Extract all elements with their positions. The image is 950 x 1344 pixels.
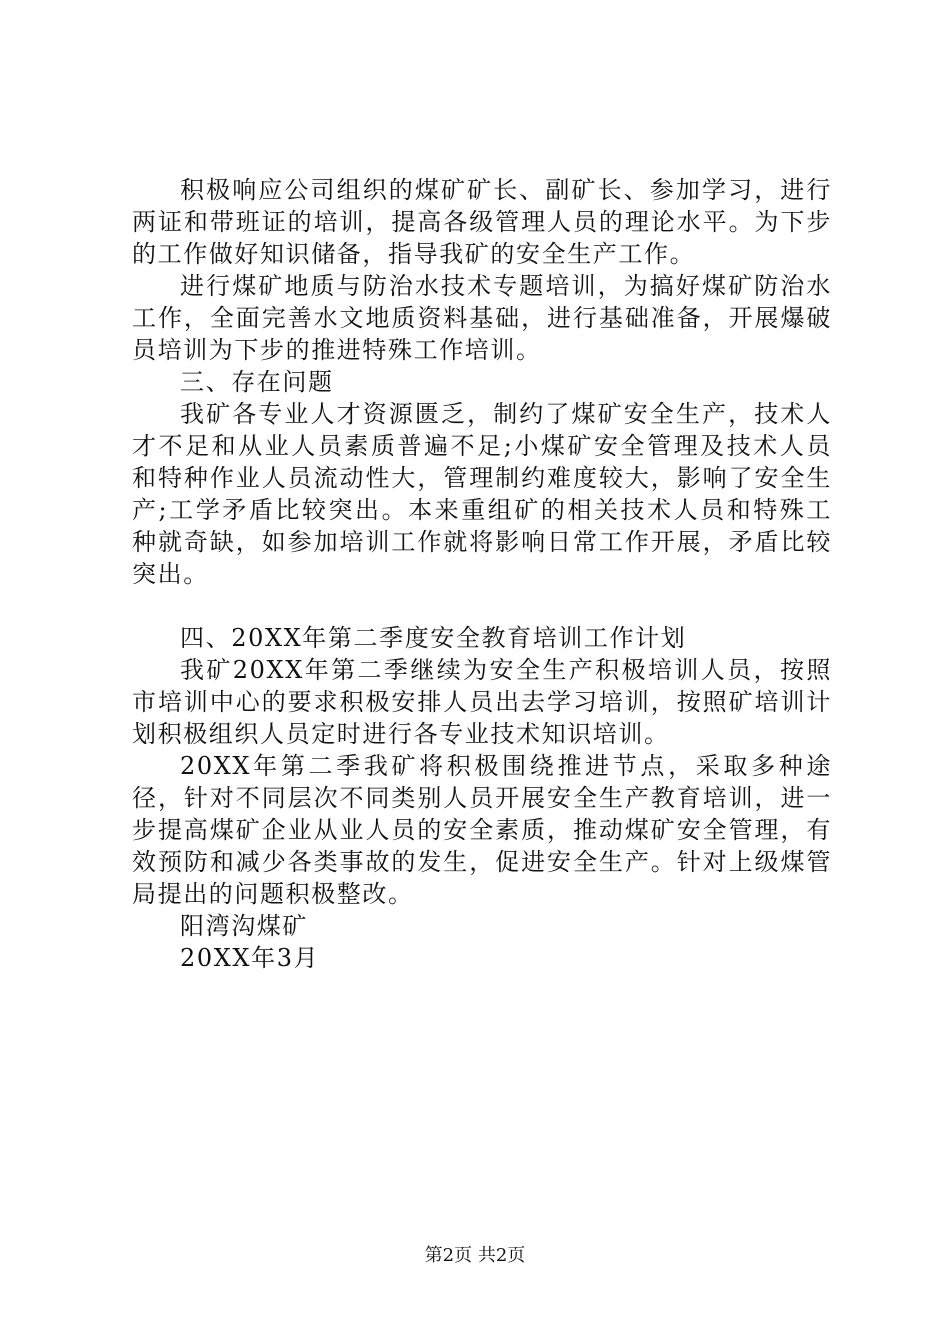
document-body <box>132 174 832 974</box>
signature-date: 20XX年3月 <box>180 944 320 972</box>
section-heading-plan: 四、20XX年第二季度安全教育培训工作计划 <box>180 624 687 652</box>
paragraph-problems: 我矿各专业人才资源匮乏，制约了煤矿安全生产，技术人才不足和从业人员素质普遍不足;小煤矿安全管理及技术人员和特种作业人员流动性大，管理制约难度较大，影响了安全生产;工学矛盾比较突出。本来重组矿的相关技术人员和特殊工种就奇缺，如参加培训工作就将影响日常工作开展，矛盾比较突出。 <box>132 400 832 588</box>
paragraph-training-geology: 进行煤矿地质与防治水技术专题培训，为搞好煤矿防治水工作，全面完善水文地质资料基础，进行基础准备，开展爆破员培训为下步的推进特殊工作培训。 <box>132 272 832 364</box>
paragraph-plan-1: 我矿20XX年第二季继续为安全生产积极培训人员，按照市培训中心的要求积极安排人员出去学习培训，按照矿培训计划积极组织人员定时进行各专业技术知识培训。 <box>132 656 832 748</box>
section-heading-problems: 三、存在问题 <box>180 368 334 396</box>
spacer <box>132 590 832 622</box>
paragraph-training-managers: 积极响应公司组织的煤矿矿长、副矿长、参加学习，进行两证和带班证的培训，提高各级管理人员的理论水平。为下步的工作做好知识储备，指导我矿的安全生产工作。 <box>132 176 832 268</box>
signature-organization: 阳湾沟煤矿 <box>180 912 308 940</box>
paragraph-plan-2: 20XX年第二季我矿将积极围绕推进节点，采取多种途径，针对不同层次不同类别人员开展安全生产教育培训，进一步提高煤矿企业从业人员的安全素质，推动煤矿安全管理，有效预防和减少各类事故的发生，促进安全生产。针对上级煤管局提出的问题积极整改。 <box>132 752 832 908</box>
page-number-footer: 第2页 共2页 <box>424 1245 526 1266</box>
